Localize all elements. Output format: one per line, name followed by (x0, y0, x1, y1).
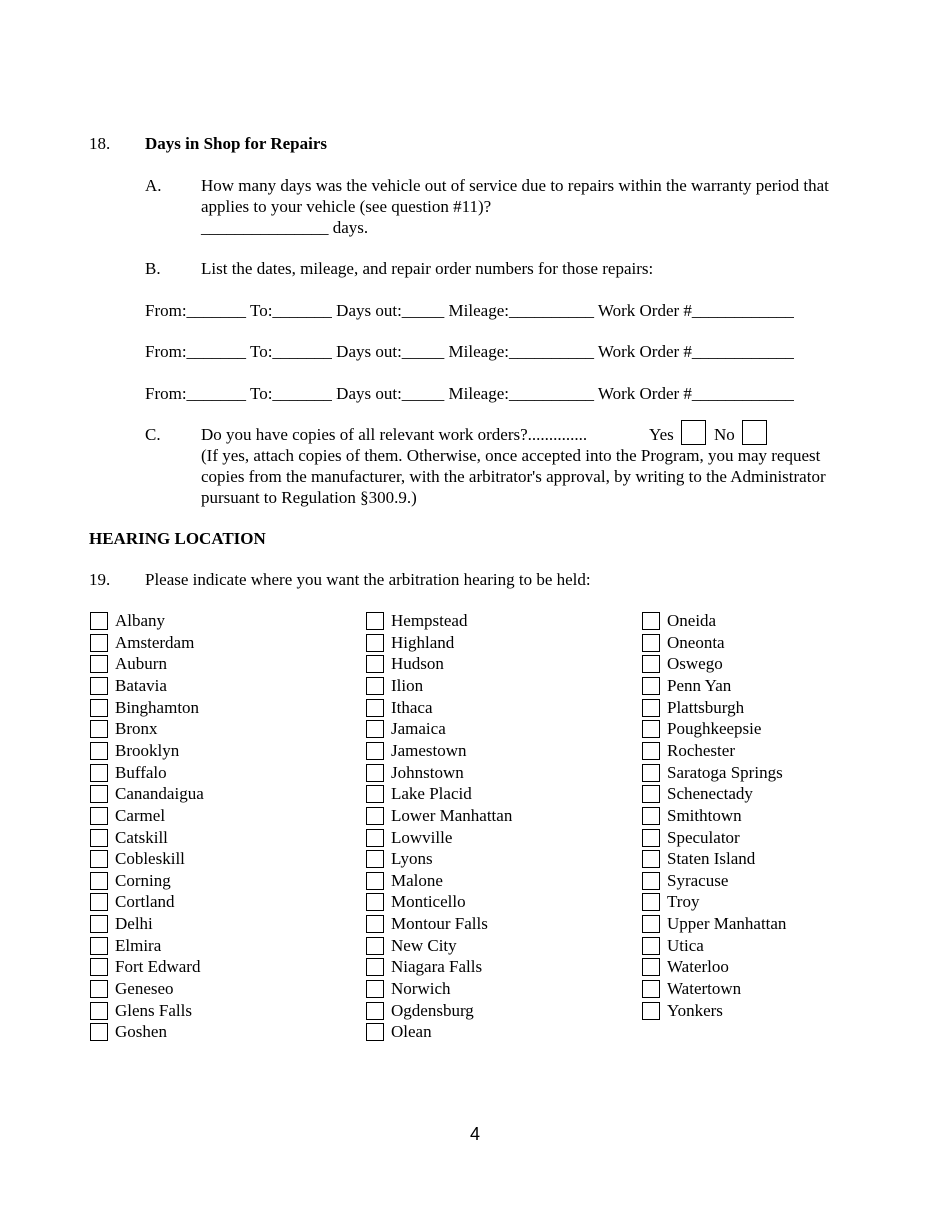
location-label: Corning (115, 870, 171, 890)
location-label: Syracuse (667, 870, 729, 890)
location-label: Speculator (667, 827, 740, 847)
location-checkbox[interactable] (642, 893, 660, 911)
q19-text: Please indicate where you want the arbitration hearing to be held: (145, 570, 591, 589)
location-label: Canandaigua (115, 784, 204, 804)
location-label: Jamestown (391, 740, 467, 760)
location-checkbox[interactable] (642, 915, 660, 933)
location-checkbox[interactable] (366, 1023, 384, 1041)
location-checkbox[interactable] (366, 1002, 384, 1020)
location-checkbox[interactable] (90, 893, 108, 911)
location-label: Cortland (115, 892, 175, 912)
location-checkbox[interactable] (642, 937, 660, 955)
location-checkbox[interactable] (366, 720, 384, 738)
location-checkbox[interactable] (366, 958, 384, 976)
location-checkbox[interactable] (366, 764, 384, 782)
location-label: Niagara Falls (391, 957, 483, 977)
location-checkbox[interactable] (366, 742, 384, 760)
location-checkbox[interactable] (366, 699, 384, 717)
location-checkbox[interactable] (90, 872, 108, 890)
location-label: Batavia (115, 675, 167, 695)
location-label: Jamaica (391, 719, 446, 739)
location-label: Upper Manhattan (667, 914, 787, 934)
location-label: Oneida (667, 611, 717, 630)
location-checkbox[interactable] (90, 612, 108, 630)
q18c-question: Do you have copies of all relevant work orders?.............. (201, 425, 588, 444)
location-checkbox[interactable] (366, 807, 384, 825)
no-checkbox[interactable] (742, 420, 767, 445)
location-label: Highland (391, 632, 455, 652)
yes-checkbox[interactable] (681, 420, 706, 445)
location-checkbox[interactable] (90, 980, 108, 998)
q18c-line2: (If yes, attach copies of them. Otherwise, once accepted into the Program, you may request (201, 446, 821, 465)
location-label: Geneseo (115, 979, 174, 999)
q18-number: 18. (89, 134, 111, 153)
location-checkbox[interactable] (366, 785, 384, 803)
location-label: Ogdensburg (391, 1000, 474, 1020)
q18b-letter: B. (145, 259, 161, 278)
hearing-heading: HEARING LOCATION (89, 529, 266, 548)
location-label: Plattsburgh (667, 697, 745, 717)
location-checkbox[interactable] (642, 829, 660, 847)
location-checkbox[interactable] (366, 634, 384, 652)
location-label: Auburn (115, 654, 167, 674)
location-checkbox[interactable] (90, 915, 108, 933)
location-label: Hempstead (391, 611, 468, 630)
location-label: Poughkeepsie (667, 719, 762, 739)
location-label: Watertown (667, 979, 742, 999)
location-checkbox[interactable] (642, 785, 660, 803)
location-label: Lake Placid (391, 784, 472, 804)
location-label: Troy (667, 892, 700, 912)
location-checkbox[interactable] (90, 785, 108, 803)
repair-row-3[interactable]: From:_______ To:_______ Days out:_____ Mileage:__________ Work Order #____________ (145, 384, 794, 403)
location-checkbox[interactable] (642, 807, 660, 825)
location-checkbox[interactable] (642, 720, 660, 738)
location-checkbox[interactable] (90, 742, 108, 760)
location-checkbox[interactable] (90, 634, 108, 652)
location-label: Hudson (391, 654, 444, 674)
location-label: Utica (667, 935, 704, 955)
page-number: 4 (469, 1124, 480, 1144)
no-label: No (714, 425, 735, 444)
location-checkbox[interactable] (90, 807, 108, 825)
location-label: Lyons (391, 849, 433, 869)
yes-label: Yes (649, 425, 674, 444)
location-checkbox[interactable] (90, 720, 108, 738)
location-label: Buffalo (115, 762, 167, 782)
q19-number: 19. (89, 570, 111, 589)
location-checkbox[interactable] (366, 677, 384, 695)
q18b-text: List the dates, mileage, and repair order numbers for those repairs: (201, 259, 654, 278)
location-label: Norwich (391, 979, 451, 999)
location-label: Goshen (115, 1022, 167, 1042)
location-checkbox[interactable] (90, 937, 108, 955)
location-label: Elmira (115, 935, 162, 955)
location-checkbox[interactable] (642, 699, 660, 717)
q18a-letter: A. (145, 176, 162, 195)
location-checkbox[interactable] (642, 677, 660, 695)
q18a-days-field[interactable]: _______________ days. (201, 218, 369, 237)
location-checkbox[interactable] (90, 829, 108, 847)
repair-row-2[interactable]: From:_______ To:_______ Days out:_____ Mileage:__________ Work Order #____________ (145, 342, 794, 361)
q18c-line3: copies from the manufacturer, with the arbitrator's approval, by writing to the Administrator (201, 467, 826, 486)
location-checkbox[interactable] (90, 1023, 108, 1041)
q18c-line4: pursuant to Regulation §300.9.) (201, 488, 417, 507)
location-label: Fort Edward (115, 957, 201, 977)
location-checkbox[interactable] (90, 677, 108, 695)
location-label: Schenectady (667, 784, 753, 804)
location-checkbox[interactable] (642, 872, 660, 890)
location-label: Johnstown (391, 762, 464, 782)
location-checkbox[interactable] (642, 958, 660, 976)
location-label: Yonkers (667, 1000, 723, 1020)
q18a-line1: How many days was the vehicle out of service due to repairs within the warranty period that (201, 176, 829, 195)
location-label: Penn Yan (667, 675, 732, 695)
location-label: Rochester (667, 740, 735, 760)
location-label: Saratoga Springs (667, 762, 783, 782)
location-label: Malone (391, 870, 443, 890)
location-checkbox[interactable] (366, 655, 384, 673)
location-label: Binghamton (115, 697, 200, 717)
location-label: Lowville (391, 827, 453, 847)
location-label: Staten Island (667, 849, 756, 869)
location-label: Glens Falls (115, 1000, 192, 1020)
location-checkbox[interactable] (366, 872, 384, 890)
location-label: Cobleskill (115, 849, 185, 869)
location-checkbox[interactable] (366, 850, 384, 868)
location-label: Amsterdam (115, 632, 195, 652)
location-checkbox[interactable] (90, 699, 108, 717)
repair-row-1[interactable]: From:_______ To:_______ Days out:_____ Mileage:__________ Work Order #____________ (145, 301, 794, 320)
location-label: Catskill (115, 827, 168, 847)
q18a-line2: applies to your vehicle (see question #11)? (201, 197, 492, 216)
location-checkbox[interactable] (366, 915, 384, 933)
location-label: Waterloo (667, 957, 729, 977)
location-checkbox[interactable] (642, 612, 660, 630)
q18-title: Days in Shop for Repairs (145, 134, 327, 153)
location-checkbox[interactable] (366, 980, 384, 998)
location-label: Lower Manhattan (391, 805, 513, 825)
location-checkbox[interactable] (366, 612, 384, 630)
location-checkbox[interactable] (90, 958, 108, 976)
location-checkbox[interactable] (642, 634, 660, 652)
q18c-letter: C. (145, 425, 161, 444)
location-label: Brooklyn (115, 740, 180, 760)
location-checkbox[interactable] (366, 937, 384, 955)
location-checkbox[interactable] (90, 655, 108, 673)
location-label: Delhi (115, 914, 153, 934)
location-label: New City (391, 935, 457, 955)
location-checkbox[interactable] (642, 1002, 660, 1020)
location-checkbox[interactable] (90, 850, 108, 868)
location-label: Bronx (115, 719, 158, 739)
location-label: Montour Falls (391, 914, 488, 934)
location-checkbox[interactable] (366, 829, 384, 847)
location-checkbox[interactable] (642, 850, 660, 868)
location-label: Ilion (391, 675, 424, 695)
location-checkbox[interactable] (642, 764, 660, 782)
location-checkbox[interactable] (90, 1002, 108, 1020)
location-checkbox[interactable] (90, 764, 108, 782)
location-label: Monticello (391, 892, 466, 912)
location-checkbox[interactable] (642, 655, 660, 673)
location-label: Olean (391, 1022, 432, 1042)
location-checkbox[interactable] (642, 980, 660, 998)
location-label: Smithtown (667, 805, 742, 825)
location-label: Oneonta (667, 632, 725, 652)
location-label: Albany (115, 611, 166, 630)
location-label: Oswego (667, 654, 723, 674)
location-label: Carmel (115, 805, 166, 825)
location-checkbox[interactable] (642, 742, 660, 760)
location-checkbox[interactable] (366, 893, 384, 911)
location-label: Ithaca (391, 697, 433, 717)
